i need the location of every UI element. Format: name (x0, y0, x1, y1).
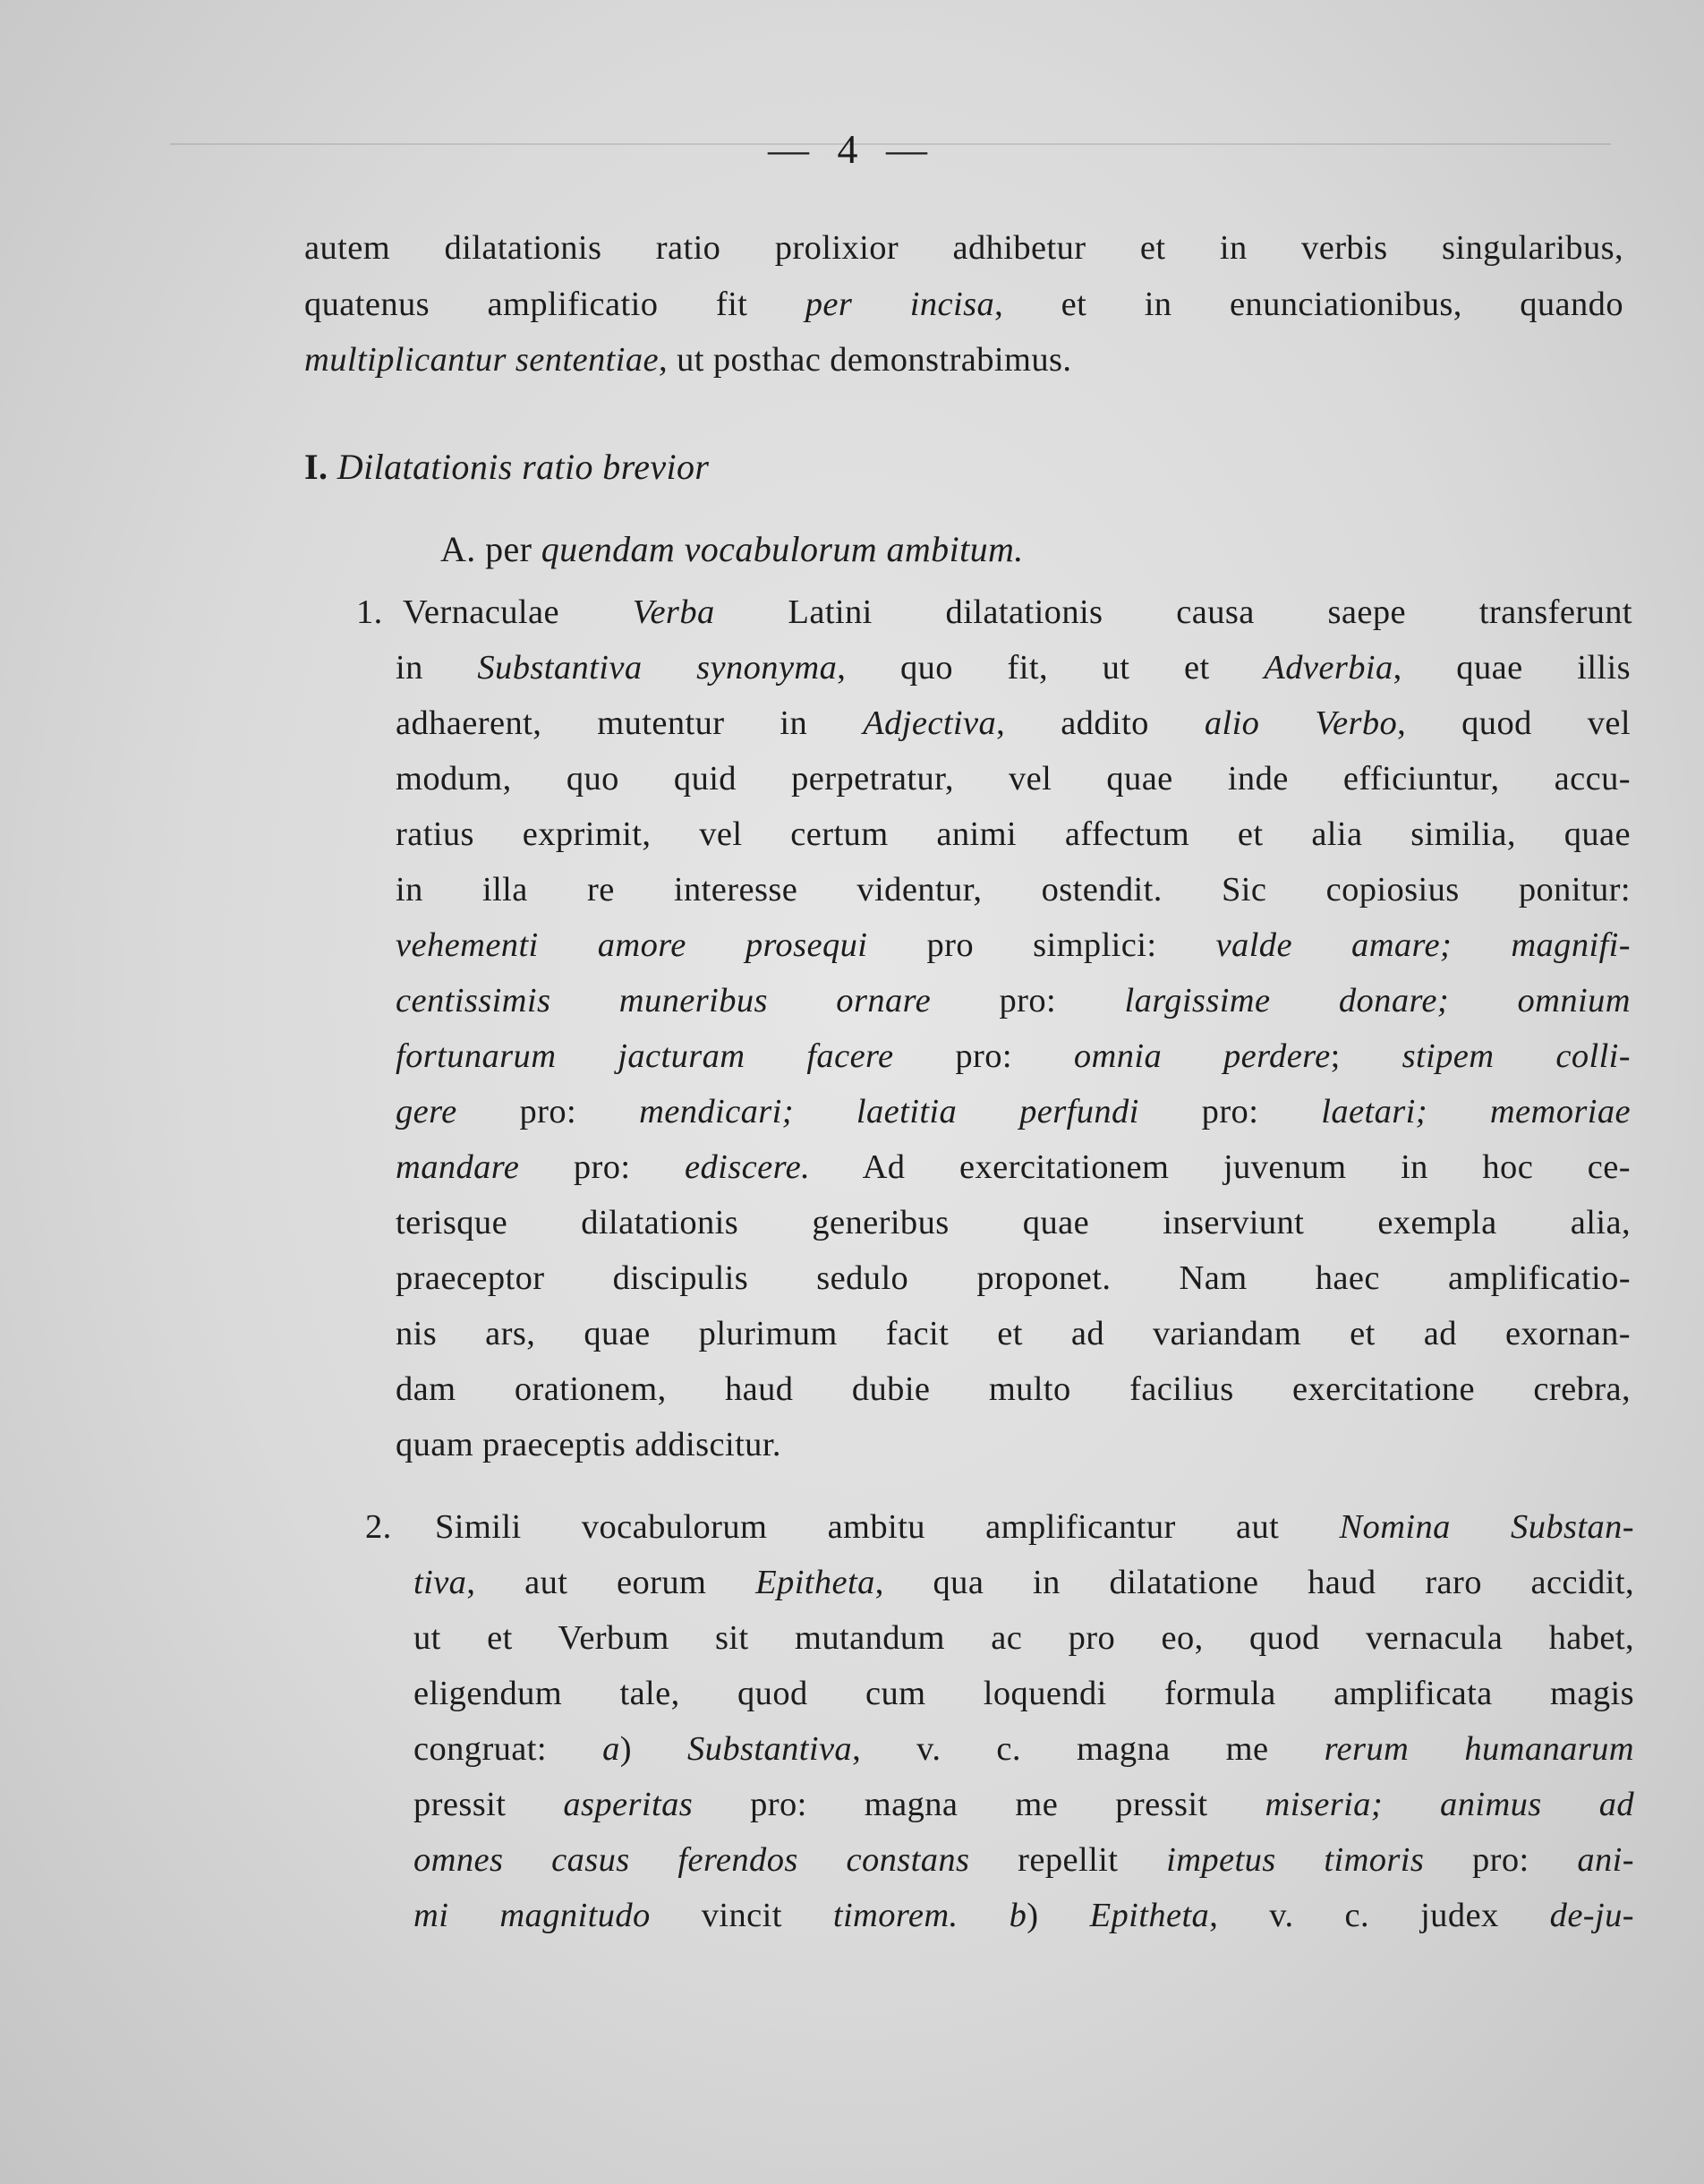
text-run: pro: (931, 982, 1125, 1019)
subsection-label: A. per (440, 529, 541, 569)
p2-line-8 (413, 1896, 1634, 1941)
p2-line-7 (413, 1840, 1634, 1885)
p1-line-4 (396, 759, 1631, 804)
p1-line-15 (396, 1369, 1631, 1414)
italic-run: alio Verbo (1204, 704, 1398, 742)
text-run: , v. c. magna me (852, 1730, 1325, 1768)
text-run: , aut eorum (466, 1564, 756, 1601)
text-run: pro: (1138, 1093, 1322, 1130)
p1-line-12 (396, 1203, 1631, 1248)
subsection-title: quendam vocabulorum ambitum. (541, 529, 1024, 569)
italic-run: multiplicantur sententiae (304, 341, 660, 379)
paragraph-number: 1. (356, 593, 383, 631)
italic-run: Substantiva synonyma (477, 649, 838, 687)
p2-line-2 (413, 1563, 1634, 1608)
italic-run: miseria; animus ad (1265, 1786, 1634, 1823)
italic-run: tiva (413, 1564, 467, 1601)
page-number: — 4 — (768, 126, 936, 172)
italic-run: mandare (396, 1148, 520, 1186)
p1-line-1 (403, 593, 1632, 637)
italic-run: impetus timoris (1166, 1841, 1425, 1879)
intro-line-1 (304, 228, 1623, 273)
italic-run: centissimis muneribus ornare (396, 982, 932, 1019)
italic-run: omnia perdere (1073, 1037, 1331, 1075)
text-run: adhaerent, mutentur in (396, 704, 864, 742)
italic-run: mi magnitudo (413, 1897, 651, 1934)
text-run: , ut posthac demonstrabimus. (659, 341, 1072, 379)
italic-run: Verba (632, 593, 715, 631)
p2-line-5 (413, 1729, 1634, 1774)
text-run: Vernaculae (403, 593, 633, 631)
p1-line-14 (396, 1314, 1631, 1359)
italic-run: Adjectiva (863, 704, 997, 742)
italic-run: per incisa (805, 286, 995, 323)
section-number: I. (304, 447, 328, 487)
italic-run: a (602, 1730, 620, 1768)
text-run: quam praeceptis addiscitur. (396, 1426, 781, 1463)
text-run: , et in enunciationibus, quando (994, 286, 1623, 323)
text-run: praeceptor discipulis sedulo proponet. Nam haec amplificatio- (396, 1259, 1631, 1297)
italic-run: ediscere. (685, 1148, 811, 1186)
text-run: vincit (650, 1897, 833, 1934)
text-run: repellit (969, 1841, 1167, 1879)
section-heading-I (304, 446, 709, 488)
p2-line-6 (413, 1785, 1634, 1830)
p1-line-16 (396, 1425, 781, 1464)
text-run: pro: magna me pressit (693, 1786, 1265, 1823)
subsection-heading-A (440, 528, 1024, 570)
text-run: pressit (413, 1786, 564, 1823)
text-run: pro simplici: (867, 926, 1216, 964)
text-run: , addito (996, 704, 1205, 742)
text-run: pro: (456, 1093, 640, 1130)
p2-line-3 (413, 1618, 1634, 1663)
text-run: pro: (893, 1037, 1074, 1075)
text-run: ) (1027, 1897, 1090, 1934)
text-run: nis ars, quae plurimum facit et ad variandam et ad exornan- (396, 1315, 1631, 1352)
text-run: , qua in dilatatione haud raro accidit, (874, 1564, 1634, 1601)
p1-line-2 (396, 648, 1631, 693)
text-run: Ad exercitationem juvenum in hoc ce- (810, 1148, 1631, 1186)
text-run: , quod vel (1397, 704, 1631, 742)
text-run: in (396, 649, 478, 687)
italic-run: de-ju- (1549, 1897, 1634, 1934)
italic-run: valde amare; magnifi- (1215, 926, 1631, 964)
p1-line-7 (396, 926, 1631, 970)
italic-run: omnes casus ferendos constans (413, 1841, 970, 1879)
intro-line-3 (304, 340, 1071, 380)
italic-run: Nomina Substan- (1339, 1508, 1634, 1546)
italic-run: Epitheta (1089, 1897, 1210, 1934)
italic-run: vehementi amore prosequi (396, 926, 868, 964)
text-run: ratius exprimit, vel certum animi affectum et alia similia, quae (396, 815, 1631, 853)
italic-run: laetari; memoriae (1321, 1093, 1631, 1130)
p1-line-10 (396, 1092, 1631, 1137)
p1-line-3 (396, 704, 1631, 748)
text-run: ut et Verbum sit mutandum ac pro eo, quod vernacula habet, (413, 1619, 1634, 1657)
italic-run: Adverbia (1264, 649, 1393, 687)
italic-run: largissime donare; omnium (1124, 982, 1631, 1019)
text-run: , quae illis (1393, 649, 1631, 687)
italic-run: ani- (1577, 1841, 1634, 1879)
text-run: terisque dilatationis generibus quae inserviunt exempla alia, (396, 1204, 1631, 1241)
p1-line-13 (396, 1258, 1631, 1303)
section-title: Dilatationis ratio brevior (337, 447, 710, 487)
text-run: ) (619, 1730, 688, 1768)
italic-run: stipem colli- (1402, 1037, 1631, 1075)
p1-line-5 (396, 815, 1631, 859)
text-run: pro: (519, 1148, 686, 1186)
text-run: , v. c. judex (1209, 1897, 1550, 1934)
text-run: ; (1330, 1037, 1402, 1075)
italic-run: asperitas (563, 1786, 694, 1823)
italic-run: gere (396, 1093, 457, 1130)
p1-line-11 (396, 1147, 1631, 1192)
italic-run: b (1009, 1897, 1027, 1934)
text-run: in illa re interesse videntur, ostendit. Sic copiosius ponitur: (396, 871, 1631, 909)
text-run: Latini dilatationis causa saepe transferunt (714, 593, 1632, 631)
intro-line-2 (304, 285, 1623, 329)
text-run: , quo fit, ut et (837, 649, 1265, 687)
p1-line-8 (396, 981, 1631, 1026)
p2-line-4 (413, 1674, 1634, 1719)
text-run: quatenus amplificatio fit (304, 286, 805, 323)
p1-line-6 (396, 870, 1631, 915)
text-run: autem dilatationis ratio prolixior adhibetur et in verbis singularibus, (304, 229, 1623, 267)
italic-run: Substantiva (687, 1730, 853, 1768)
italic-run: Epitheta (755, 1564, 875, 1601)
text-run: Simili vocabulorum ambitu amplificantur aut (435, 1508, 1340, 1546)
text-run (958, 1897, 1010, 1934)
italic-run: rerum humanarum (1324, 1730, 1634, 1768)
text-run: modum, quo quid perpetratur, vel quae inde efficiuntur, accu- (396, 760, 1631, 798)
text-run: pro: (1424, 1841, 1578, 1879)
text-run: dam orationem, haud dubie multo facilius exercitatione crebra, (396, 1370, 1631, 1408)
text-run: eligendum tale, quod cum loquendi formula amplificata magis (413, 1675, 1634, 1712)
text-run: congruat: (413, 1730, 603, 1768)
p1-line-9 (396, 1037, 1631, 1081)
italic-run: fortunarum jacturam facere (396, 1037, 894, 1075)
p2-line-1 (435, 1507, 1634, 1552)
paragraph-number: 2. (365, 1508, 392, 1546)
italic-run: timorem. (832, 1897, 958, 1934)
italic-run: mendicari; laetitia perfundi (639, 1093, 1139, 1130)
